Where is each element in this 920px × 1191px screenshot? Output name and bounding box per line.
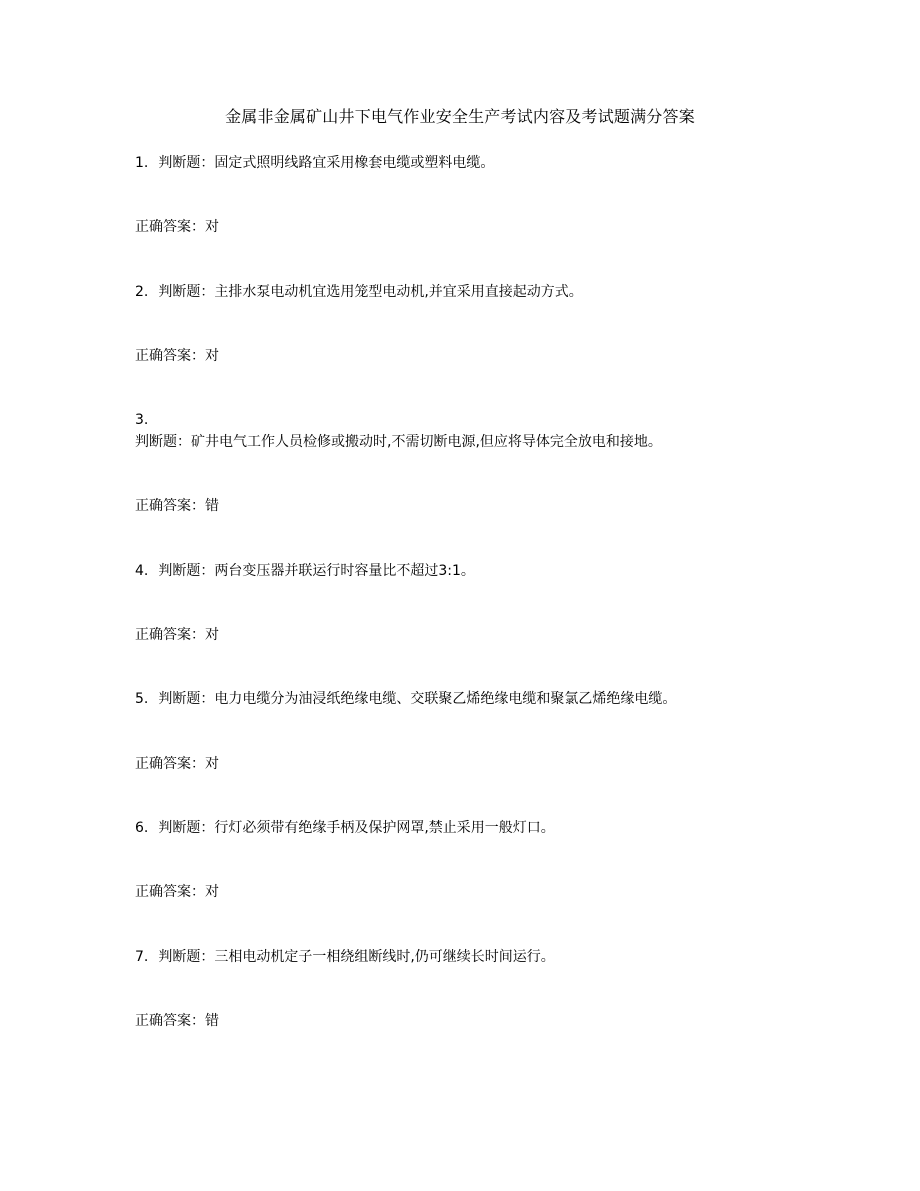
answer-label: 正确答案： (135, 627, 205, 643)
question-text: 判断题：两台变压器并联运行时容量比不超过3:1。 (158, 563, 475, 579)
question-number: 7. (135, 949, 149, 965)
answer-value: 对 (205, 219, 219, 235)
answer-3 (135, 496, 219, 516)
question-number: 3. (135, 412, 149, 428)
question-3 (135, 432, 662, 452)
question-number: 4. (135, 563, 149, 579)
answer-label: 正确答案： (135, 219, 205, 235)
answer-label: 正确答案： (135, 884, 205, 900)
answer-1 (135, 217, 219, 237)
question-2 (135, 282, 583, 302)
answer-value: 对 (205, 884, 219, 900)
answer-value: 错 (205, 1013, 219, 1029)
answer-label: 正确答案： (135, 1013, 205, 1029)
question-number: 5. (135, 691, 149, 707)
answer-value: 错 (205, 498, 219, 514)
question-number: 6. (135, 820, 149, 836)
question-text: 判断题：固定式照明线路宜采用橡套电缆或塑料电缆。 (158, 155, 495, 171)
question-text: 判断题：主排水泵电动机宜选用笼型电动机,并宜采用直接起动方式。 (158, 284, 583, 300)
question-text: 判断题：行灯必须带有绝缘手柄及保护网罩,禁止采用一般灯口。 (158, 820, 555, 836)
question-3-number (135, 410, 148, 430)
answer-label: 正确答案： (135, 756, 205, 772)
question-6 (135, 818, 555, 838)
question-text: 判断题：矿井电气工作人员检修或搬动时,不需切断电源,但应将导体完全放电和接地。 (135, 434, 662, 450)
question-5 (135, 689, 676, 709)
answer-4 (135, 625, 219, 645)
answer-5 (135, 754, 219, 774)
answer-label: 正确答案： (135, 498, 205, 514)
answer-2 (135, 346, 219, 366)
question-text: 判断题：三相电动机定子一相绕组断线时,仍可继续长时间运行。 (158, 949, 555, 965)
question-1 (135, 153, 494, 173)
answer-value: 对 (205, 756, 219, 772)
question-4 (135, 561, 475, 581)
answer-7 (135, 1011, 219, 1031)
answer-label: 正确答案： (135, 348, 205, 364)
answer-6 (135, 882, 219, 902)
answer-value: 对 (205, 627, 219, 643)
question-number: 1. (135, 155, 149, 171)
question-7 (135, 947, 555, 967)
answer-value: 对 (205, 348, 219, 364)
document-title: 金属非金属矿山井下电气作业安全生产考试内容及考试题满分答案 (225, 107, 695, 126)
question-text: 判断题：电力电缆分为油浸纸绝缘电缆、交联聚乙烯绝缘电缆和聚氯乙烯绝缘电缆。 (158, 691, 677, 707)
question-number: 2. (135, 284, 149, 300)
